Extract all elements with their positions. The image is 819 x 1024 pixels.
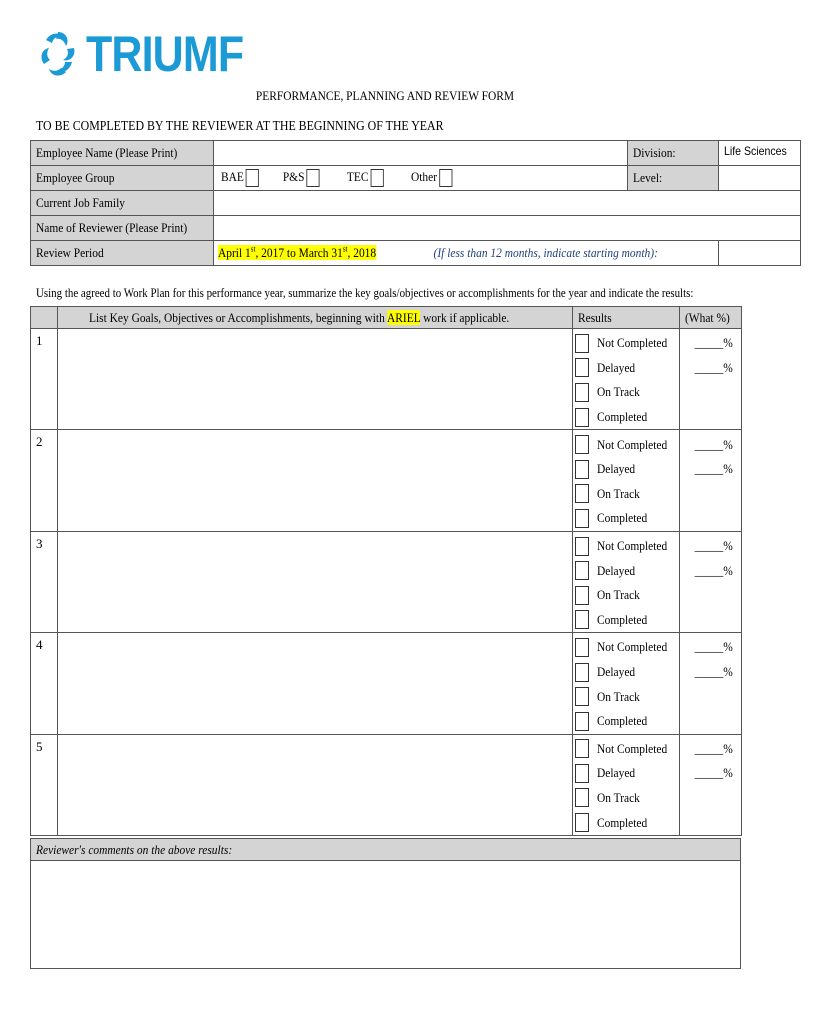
result-option	[573, 660, 679, 685]
goal-description-field[interactable]	[58, 531, 573, 632]
review-period-dates: April 1st, 2017 to March 31st, 2018	[217, 244, 376, 261]
percent-blank[interactable]: _____%	[694, 461, 733, 477]
result-option	[573, 810, 679, 835]
result-option-label: Delayed	[597, 461, 636, 477]
result-checkbox[interactable]	[575, 460, 589, 479]
group-other-label: Other	[410, 168, 437, 184]
result-option-label: Not Completed	[597, 436, 668, 452]
logo-text: TRIUMF	[86, 26, 244, 82]
employee-name-field[interactable]	[213, 141, 628, 166]
goal-percent	[680, 329, 742, 430]
comments-table	[30, 838, 741, 969]
goal-results	[573, 633, 680, 734]
percent-blank[interactable]: _____%	[694, 436, 733, 452]
result-option	[573, 331, 679, 356]
result-option	[573, 432, 679, 457]
result-checkbox[interactable]	[575, 383, 589, 402]
goals-header-results: Results	[573, 307, 680, 329]
triumf-logo	[36, 26, 269, 82]
result-option	[573, 506, 679, 531]
goal-description-field[interactable]	[58, 329, 573, 430]
goal-percent	[680, 430, 742, 531]
percent-blank[interactable]: _____%	[694, 664, 733, 680]
result-option	[573, 534, 679, 559]
goal-row	[31, 430, 742, 531]
review-period-note: (If less than 12 months, indicate starting month):	[433, 245, 658, 261]
review-period-value	[213, 241, 718, 266]
result-option-label: Not Completed	[597, 639, 668, 655]
result-checkbox[interactable]	[575, 509, 589, 528]
result-option-label: Delayed	[597, 664, 636, 680]
goal-description-field[interactable]	[58, 430, 573, 531]
result-option	[573, 608, 679, 633]
goal-results	[573, 430, 680, 531]
comments-field[interactable]	[31, 861, 741, 969]
result-option	[573, 380, 679, 405]
goal-number: 5	[31, 734, 58, 835]
level-field[interactable]	[718, 166, 800, 191]
employee-group-label: Employee Group	[31, 166, 214, 191]
result-option	[573, 356, 679, 381]
division-field[interactable]: Life Sciences	[718, 141, 800, 166]
form-title: PERFORMANCE, PLANNING AND REVIEW FORM	[255, 88, 515, 103]
result-option-label: Completed	[597, 814, 648, 830]
job-family-field[interactable]	[213, 191, 800, 216]
group-tec-checkbox[interactable]	[370, 169, 383, 187]
result-option	[573, 761, 679, 786]
group-other-checkbox[interactable]	[439, 169, 452, 187]
result-option-label: Delayed	[597, 562, 636, 578]
result-checkbox[interactable]	[575, 484, 589, 503]
result-checkbox[interactable]	[575, 638, 589, 657]
group-ps-label: P&S	[282, 168, 305, 184]
result-checkbox[interactable]	[575, 610, 589, 629]
reviewer-name-label: Name of Reviewer (Please Print)	[31, 216, 214, 241]
group-tec-label: TEC	[346, 168, 369, 184]
result-option-label: On Track	[597, 688, 640, 704]
result-option	[573, 482, 679, 507]
instructions-text: Using the agreed to Work Plan for this performance year, summarize the key goals/objectives or accomplishments for the year and indicate the results:	[36, 285, 694, 300]
result-option-label: On Track	[597, 485, 640, 501]
job-family-label: Current Job Family	[31, 191, 214, 216]
ariel-highlight: ARIEL	[387, 309, 421, 325]
group-ps-checkbox[interactable]	[306, 169, 319, 187]
goal-description-field[interactable]	[58, 633, 573, 734]
goals-header-what-pct: (What %)	[680, 307, 742, 329]
percent-blank[interactable]: _____%	[694, 335, 733, 351]
goal-row	[31, 329, 742, 430]
result-option	[573, 635, 679, 660]
result-checkbox[interactable]	[575, 561, 589, 580]
triumf-swirl-icon	[36, 26, 80, 82]
result-checkbox[interactable]	[575, 358, 589, 377]
starting-month-field[interactable]	[718, 241, 800, 266]
result-option-label: Delayed	[597, 765, 636, 781]
result-checkbox[interactable]	[575, 663, 589, 682]
result-checkbox[interactable]	[575, 739, 589, 758]
result-checkbox[interactable]	[575, 813, 589, 832]
result-option-label: Not Completed	[597, 538, 668, 554]
section-heading: TO BE COMPLETED BY THE REVIEWER AT THE BEGINNING OF THE YEAR	[36, 118, 444, 133]
goal-row	[31, 633, 742, 734]
level-label: Level:	[628, 166, 718, 191]
goal-results	[573, 329, 680, 430]
goal-row	[31, 734, 742, 835]
goals-header-blank	[31, 307, 58, 329]
result-option	[573, 786, 679, 811]
review-period-label: Review Period	[31, 241, 214, 266]
goal-percent	[680, 531, 742, 632]
employee-group-options	[213, 166, 628, 191]
result-checkbox[interactable]	[575, 408, 589, 427]
comments-label: Reviewer's comments on the above results:	[31, 839, 741, 861]
goal-number: 3	[31, 531, 58, 632]
goals-header-list: List Key Goals, Objectives or Accomplishments, beginning with ARIEL work if applicable.	[58, 307, 573, 329]
employee-info-table	[30, 140, 801, 266]
percent-blank[interactable]: _____%	[694, 639, 733, 655]
result-option	[573, 558, 679, 583]
result-option	[573, 583, 679, 608]
result-checkbox[interactable]	[575, 537, 589, 556]
result-checkbox[interactable]	[575, 334, 589, 353]
goal-number: 1	[31, 329, 58, 430]
result-checkbox[interactable]	[575, 788, 589, 807]
result-checkbox[interactable]	[575, 764, 589, 783]
result-option-label: Completed	[597, 409, 648, 425]
result-checkbox[interactable]	[575, 712, 589, 731]
goal-percent	[680, 734, 742, 835]
goal-number: 2	[31, 430, 58, 531]
result-option-label: Completed	[597, 611, 648, 627]
employee-name-label: Employee Name (Please Print)	[31, 141, 214, 166]
result-option	[573, 457, 679, 482]
result-option	[573, 684, 679, 709]
goal-percent	[680, 633, 742, 734]
goal-results	[573, 531, 680, 632]
result-option-label: On Track	[597, 587, 640, 603]
result-checkbox[interactable]	[575, 435, 589, 454]
result-option	[573, 709, 679, 734]
percent-blank[interactable]: _____%	[694, 538, 733, 554]
reviewer-name-field[interactable]	[213, 216, 800, 241]
percent-blank[interactable]: _____%	[694, 765, 733, 781]
goal-number: 4	[31, 633, 58, 734]
goal-results	[573, 734, 680, 835]
result-option-label: Not Completed	[597, 740, 668, 756]
result-option-label: On Track	[597, 384, 640, 400]
goals-table	[30, 306, 742, 836]
percent-blank[interactable]: _____%	[694, 562, 733, 578]
goal-description-field[interactable]	[58, 734, 573, 835]
division-label: Division:	[628, 141, 718, 166]
result-checkbox[interactable]	[575, 687, 589, 706]
result-option-label: Delayed	[597, 359, 636, 375]
result-option-label: Completed	[597, 510, 648, 526]
percent-blank[interactable]: _____%	[694, 359, 733, 375]
result-option	[573, 405, 679, 430]
result-checkbox[interactable]	[575, 586, 589, 605]
result-option-label: On Track	[597, 789, 640, 805]
result-option-label: Not Completed	[597, 335, 668, 351]
result-option-label: Completed	[597, 713, 648, 729]
result-option	[573, 737, 679, 762]
group-bae-label: BAE	[220, 168, 244, 184]
percent-blank[interactable]: _____%	[694, 740, 733, 756]
goal-row	[31, 531, 742, 632]
group-bae-checkbox[interactable]	[245, 169, 258, 187]
